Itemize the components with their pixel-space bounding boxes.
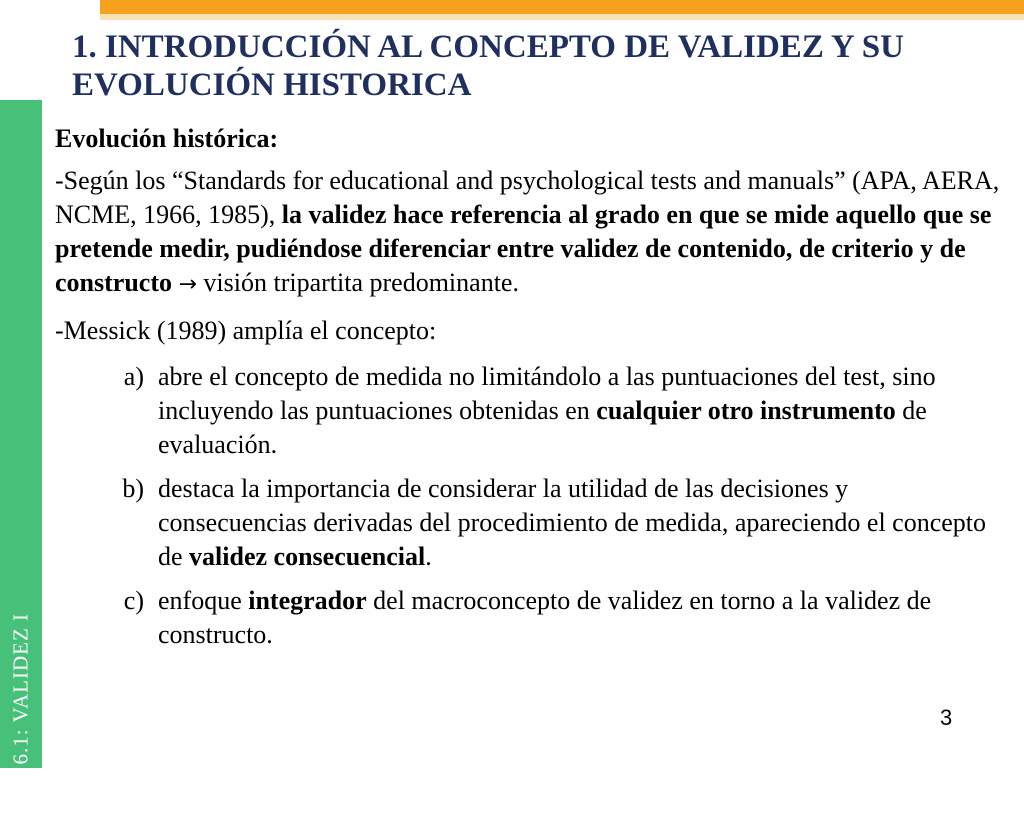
top-accent-line bbox=[100, 14, 1024, 20]
list-bold-text: validez consecuencial bbox=[189, 542, 426, 571]
list-text: enfoque bbox=[158, 586, 249, 615]
paragraph-bold-text: la validez hace referencia al grado en que se mide aquello que se pretende medir, pudiéndose diferenciar entre validez de contenido, de criterio y de constructo bbox=[55, 200, 992, 297]
paragraph-text: visión tripartita predominante. bbox=[196, 268, 519, 297]
paragraph-messick: -Messick (1989) amplía el concepto: bbox=[55, 316, 437, 345]
list-text: de evaluación. bbox=[158, 396, 927, 459]
paragraph-standards bbox=[55, 164, 1000, 302]
top-accent-bar bbox=[100, 0, 1024, 14]
list-item-text bbox=[158, 360, 1000, 462]
list-marker: c) bbox=[123, 586, 144, 615]
side-accent-bar bbox=[0, 100, 42, 833]
topic-label: TEMA 6.1: VALIDEZ I bbox=[8, 612, 33, 833]
list-item bbox=[55, 360, 1000, 462]
list-bold-text: integrador bbox=[248, 586, 367, 615]
list-text: abre el concepto de medida no limitándolo a las puntuaciones del test, sino incluyendo las puntuaciones obtenidas en bbox=[158, 362, 936, 425]
list-text: destaca la importancia de considerar la utilidad de las decisiones y consecuencias derivadas del procedimiento de medida, apareciendo el concepto de bbox=[158, 474, 987, 571]
list-item-text bbox=[158, 584, 1000, 652]
arrow-right-icon: → bbox=[178, 272, 197, 297]
list-text: . bbox=[425, 542, 432, 571]
paragraph-text: -Según los “Standards for educational and psychological tests and manuals” (APA, AERA, NCME, 1966, 1985), bbox=[55, 166, 1000, 229]
list-item bbox=[55, 584, 1000, 652]
list-marker: b) bbox=[122, 474, 144, 503]
page-number: 3 bbox=[940, 705, 953, 730]
slide-content bbox=[55, 122, 1000, 662]
list-item bbox=[55, 472, 1000, 574]
list-bold-text: cualquier otro instrumento bbox=[596, 396, 896, 425]
subheading: Evolución histórica: bbox=[55, 124, 279, 153]
list-text: del macroconcepto de validez en torno a la validez de constructo. bbox=[158, 586, 932, 649]
slide-title: 1. INTRODUCCIÓN AL CONCEPTO DE VALIDEZ Y SU EVOLUCIÓN HISTORICA bbox=[72, 29, 904, 103]
list-item-text bbox=[158, 472, 1000, 574]
list-marker: a) bbox=[123, 362, 144, 391]
